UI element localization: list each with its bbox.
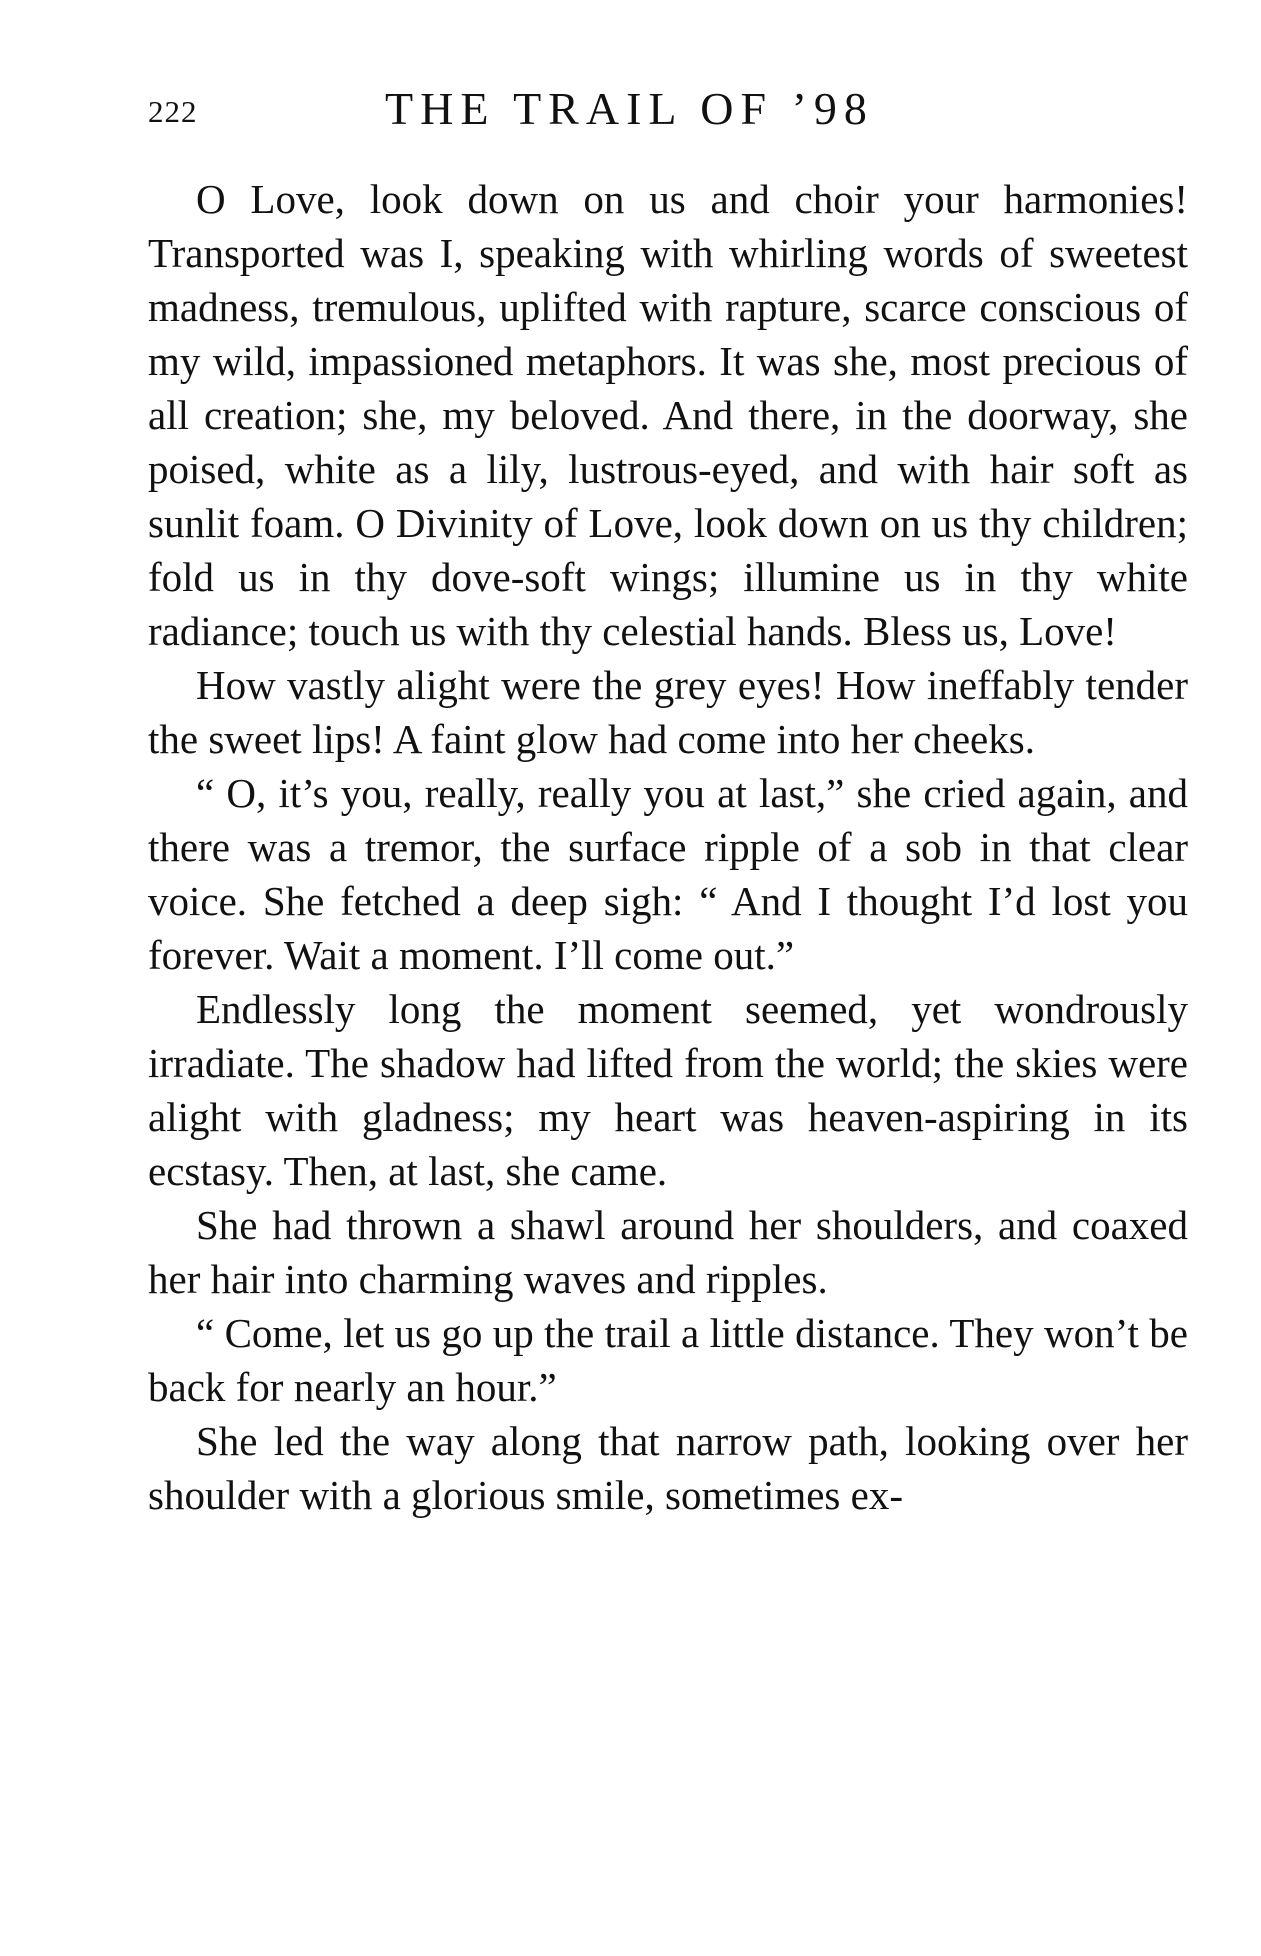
paragraph: O Love, look down on us and choir your harmonies! Transported was I, speaking with whirling words of sweetest madness, tremulous, uplifted with rapture, scarce conscious of my wild, impassioned metaphors. It was she, most precious of all creation; she, my beloved. And there, in the doorway, she poised, white as a lily, lustrous-eyed, and with hair soft as sunlit foam. O Divinity of Love, look down on us thy children; fold us in thy dove-soft wings; illumine us in thy white radiance; touch us with thy celestial hands. Bless us, Love! xyxy=(148,176,1188,654)
paragraph: “ O, it’s you, really, really you at last,” she cried again, and there was a tremor, the surface ripple of a sob in that clear voice. She fetched a deep sigh: “ And I thought I’d lost you forever. Wait a moment. I’ll come out.” xyxy=(148,770,1188,978)
paragraph: Endlessly long the moment seemed, yet wondrously irradiate. The shadow had lifted from the world; the skies were alight with gladness; my heart was heaven-aspiring in its ecstasy. Then, at last, she came. xyxy=(148,986,1188,1194)
running-title: THE TRAIL OF ’98 xyxy=(385,83,874,134)
paragraph: She led the way along that narrow path, looking over her shoulder with a glorious smile, sometimes ex- xyxy=(148,1418,1188,1518)
paragraph: “ Come, let us go up the trail a little distance. They won’t be back for nearly an hour.” xyxy=(148,1310,1188,1410)
page-header xyxy=(148,82,1198,142)
page-number: 222 xyxy=(148,94,198,129)
paragraph: She had thrown a shawl around her shoulders, and coaxed her hair into charming waves and ripples. xyxy=(148,1202,1188,1302)
paragraph: How vastly alight were the grey eyes! How ineffably tender the sweet lips! A faint glow had come into her cheeks. xyxy=(148,662,1188,762)
body-text xyxy=(148,172,1188,1522)
